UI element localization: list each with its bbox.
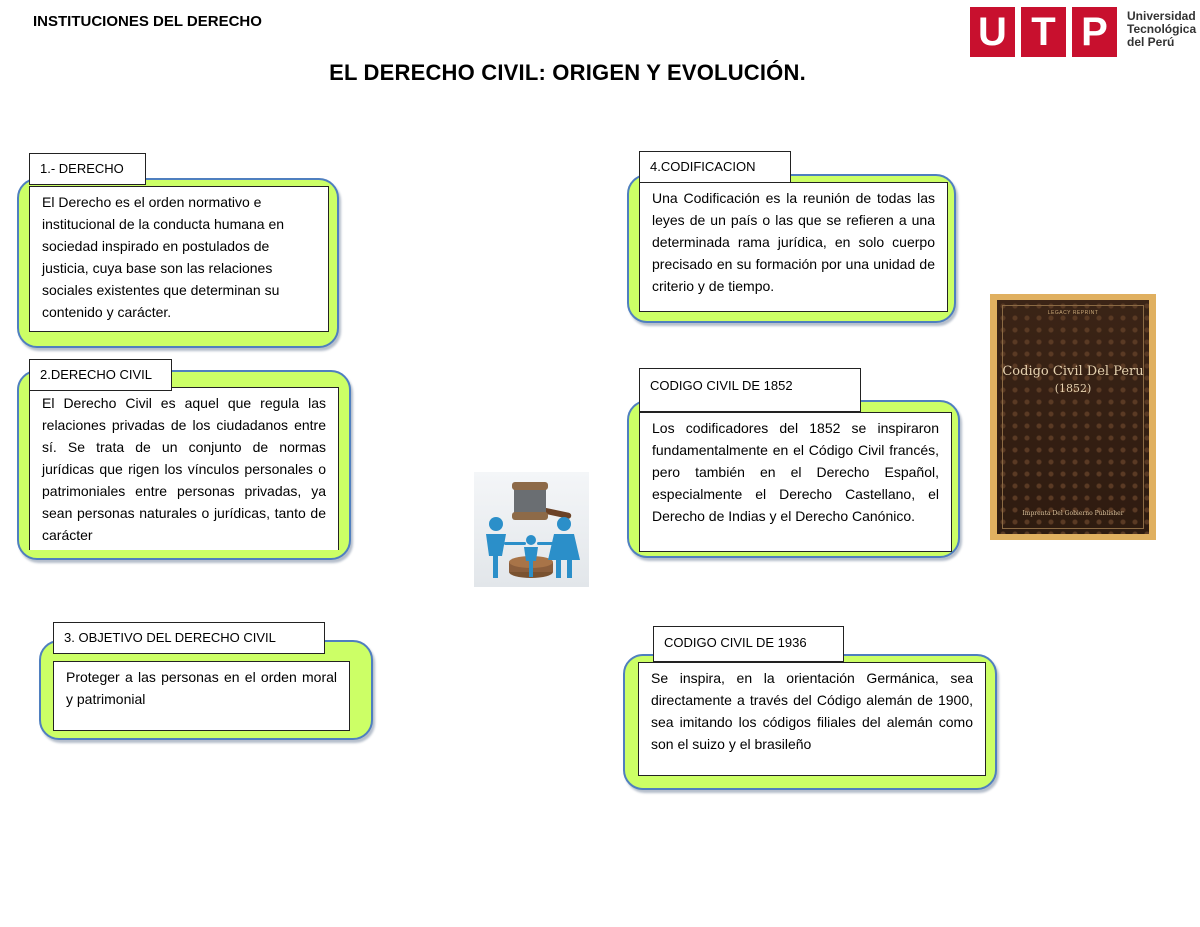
card-codificacion-body [639,182,948,312]
gavel-family-image [474,472,589,587]
logo-letter-u: U [970,7,1015,57]
card-codigo-1852-label: CODIGO CIVIL DE 1852 [639,368,861,412]
course-title: INSTITUCIONES DEL DERECHO [33,13,262,30]
book-title: Codigo Civil Del Peru [1002,364,1144,379]
card-codigo-1936-label: CODIGO CIVIL DE 1936 [653,626,844,662]
card-derecho-text: El Derecho es el orden normativo e institucional de la conducta humana en sociedad inspirado en postulados de justicia, cuya base son las relaciones sociales existentes que determinan su contenido y carácter. [42,194,285,320]
book-cover-frame [1002,305,1144,529]
utp-logo [970,7,1195,57]
page-title: EL DERECHO CIVIL: ORIGEN Y EVOLUCIÓN. [329,60,806,85]
logo-text [1127,10,1196,49]
card-derecho-label: 1.- DERECHO [29,153,146,185]
card-codigo-1936-text: Se inspira, en la orientación Germánica, sea directamente a través del Código alemán de 1900, sea imitando los códigos filiales del alemán como son el suizo y el brasileño [651,670,973,752]
book-top-text: LEGACY REPRINT [1047,310,1099,316]
card-derecho-civil-label: 2.DERECHO CIVIL [29,359,172,391]
logo-letter-p: P [1072,7,1117,57]
book-year: (1852) [1054,382,1092,395]
card-objetivo-text: Proteger a las personas en el orden moral y patrimonial [66,669,337,707]
card-codigo-1852-text: Los codificadores del 1852 se inspiraron fundamentalmente en el Código Civil francés, pero también en el Derecho Español, especialmente el Derecho Castellano, el Derecho de Indias y el Derecho Canónico. [652,420,939,524]
card-objetivo-label: 3. OBJETIVO DEL DERECHO CIVIL [53,622,325,654]
logo-line-2: Tecnológica [1127,22,1197,36]
book-publisher: Imprenta Del Gobierno Publisher [1022,510,1124,517]
gavel-family-icon [474,472,589,587]
logo-line-1: Universidad [1127,9,1196,23]
card-derecho-body [29,186,329,332]
card-codigo-1852-body [639,412,952,552]
card-derecho-civil-body [29,387,339,550]
card-codigo-1936-body [638,662,986,776]
book-cover-image [990,294,1156,540]
card-codificacion-label: 4.CODIFICACION [639,151,791,183]
card-codificacion-text: Una Codificación es la reunión de todas las leyes de un país o las que se refieren a una determinada rama jurídica, en solo cuerpo precisado en su formación por una unidad de criterio y de tiempo. [652,190,935,294]
logo-letter-t: T [1021,7,1066,57]
card-derecho-civil-text: El Derecho Civil es aquel que regula las relaciones privadas de los ciudadanos entre sí. Se trata de un conjunto de normas jurídicas que rigen los vínculos personales o patrimoniales entre personas privadas, ya sean personas naturales o jurídicas, tanto de carácter [42,395,326,543]
logo-line-3: del Perú [1127,35,1175,49]
card-objetivo-body [53,661,350,731]
book-cover [997,300,1149,534]
